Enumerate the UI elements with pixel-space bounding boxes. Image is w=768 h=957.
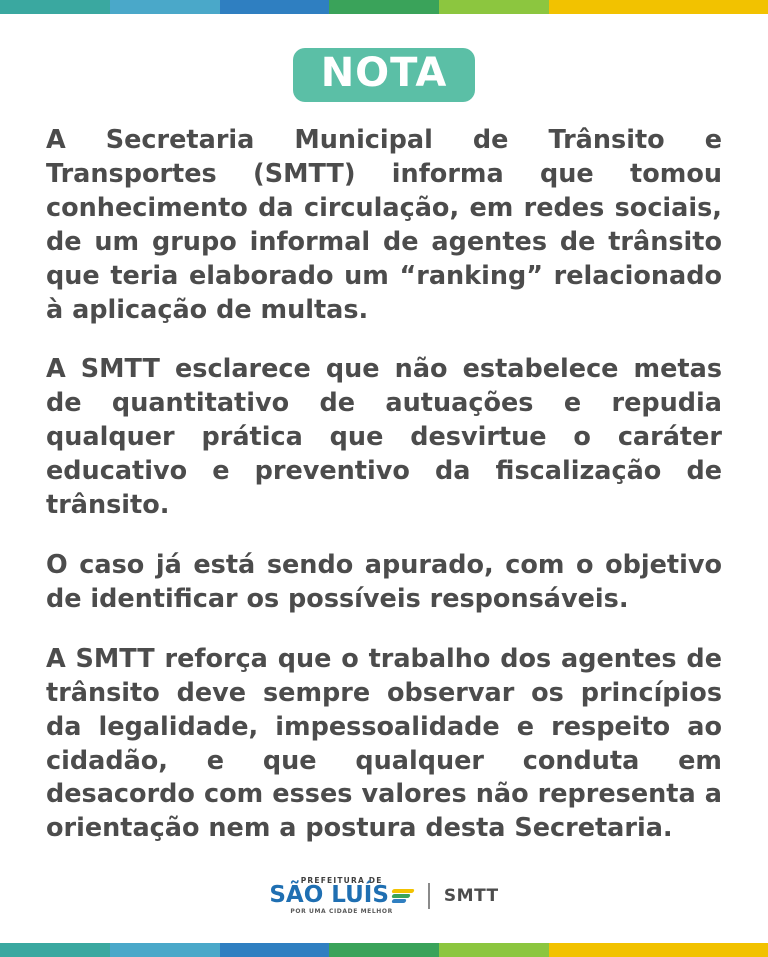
badge-container	[46, 48, 722, 102]
stripe-segment	[329, 0, 439, 14]
logo-sub-text: POR UMA CIDADE MELHOR	[290, 908, 393, 915]
paragraph: A Secretaria Municipal de Trânsito e Transportes (SMTT) informa que tomou conhecimento da circulação, em redes sociais, de um grupo informal de agentes de trânsito que teria elaborado um “ranking” relacionado à aplicação de multas.	[46, 125, 722, 325]
prefeitura-logo	[269, 877, 414, 916]
stripe-segment	[659, 0, 768, 14]
footer	[46, 877, 722, 934]
stripe-segment	[110, 0, 220, 14]
stripe-segment	[0, 0, 110, 14]
stripe-segment	[0, 943, 110, 957]
paragraph: O caso já está sendo apurado, com o objetivo de identificar os possíveis responsáveis.	[46, 549, 722, 614]
top-color-stripe	[0, 0, 768, 14]
logo-main-text: SÃO LUÍS	[269, 882, 389, 908]
swoosh-icon	[392, 889, 414, 903]
footer-divider	[428, 883, 430, 909]
stripe-segment	[439, 943, 549, 957]
stripe-segment	[329, 943, 439, 957]
logo-main-row	[269, 884, 414, 907]
stripe-segment	[659, 943, 768, 957]
stripe-segment	[220, 0, 330, 14]
nota-badge: NOTA	[293, 48, 476, 102]
department-label: SMTT	[443, 885, 499, 906]
stripe-segment	[220, 943, 330, 957]
paragraph: A SMTT esclarece que não estabelece metas de quantitativo de autuações e repudia qualquer prática que desvirtue o caráter educativo e preventivo da fiscalização de trânsito.	[46, 354, 722, 521]
note-body	[46, 124, 722, 846]
logo-top-text: PREFEITURA DE	[300, 875, 383, 885]
bottom-color-stripe	[0, 943, 768, 957]
document-content	[0, 14, 768, 943]
stripe-segment	[110, 943, 220, 957]
stripe-segment	[439, 0, 549, 14]
stripe-segment	[549, 943, 659, 957]
paragraph: A SMTT reforça que o trabalho dos agentes de trânsito deve sempre observar os princípios da legalidade, impessoalidade e respeito ao cidadão, e que qualquer conduta em desacordo com esses valores não representa a orientação nem a postura desta Secretaria.	[46, 643, 722, 844]
stripe-segment	[549, 0, 659, 14]
